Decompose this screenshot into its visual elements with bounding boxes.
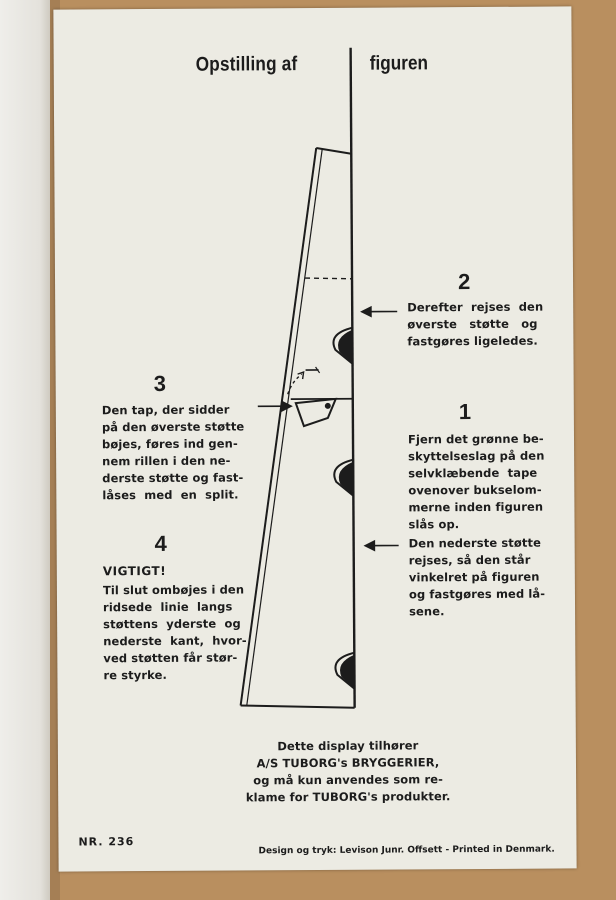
split-pin-detail (288, 367, 336, 426)
step-2-number: 2 (457, 269, 471, 295)
vigtigt-heading: VIGTIGT! (102, 563, 167, 579)
print-credit: Design og tryk: Levison Junr. Offsett - Printed in Denmark. (258, 844, 555, 857)
step-2-text: Derefter rejses den øverste støtte og fastgøres ligeledes. (407, 299, 544, 349)
catalog-number: NR. 236 (78, 835, 135, 849)
scored-line (305, 278, 352, 279)
lock-tab-3 (335, 653, 354, 689)
instruction-sheet (53, 6, 576, 871)
step-4-number: 4 (154, 530, 167, 556)
lock-tab-1 (333, 328, 352, 364)
title-left: Opstilling af (195, 53, 298, 76)
ownership-notice: Dette display tilhører A/S TUBORG's BRYGGERIER, og må kun anvendes som re- klame for TUBORG's produkter. (245, 738, 451, 805)
support-bottom-line (241, 705, 355, 709)
lock-tab-2 (334, 460, 353, 496)
arrow-step-2 (361, 306, 397, 316)
title-right: figuren (369, 52, 429, 75)
step-3-number: 3 (153, 370, 166, 396)
step-1-number: 1 (458, 399, 472, 425)
arrow-step-1 (365, 540, 399, 550)
step-1-continuation-text: Den nederste støtte rejses, så den står vinkelret på figuren og fastgøres med lå- sene. (408, 535, 546, 619)
support-outer-edge (237, 148, 319, 705)
white-board-background (0, 0, 50, 900)
step-3-text: Den tap, der sidder på den øverste støtte bøjes, føres ind gen- nem rillen i den ne- derste støtte og fast- låses med en split. (101, 402, 245, 503)
support-outer-edge-inner (243, 149, 325, 706)
step-1-text: Fjern det grønne be- skyttelseslag på den selvklæbende tape ovenover bukselom- merne inden figuren slås op. (407, 431, 545, 532)
step-4-text: Til slut ombøjes i den ridsede linie langs støttens yderste og nederste kant, hvor- ved støtten får stør- re styrke. (102, 582, 247, 683)
figure-edge-line (351, 48, 355, 708)
